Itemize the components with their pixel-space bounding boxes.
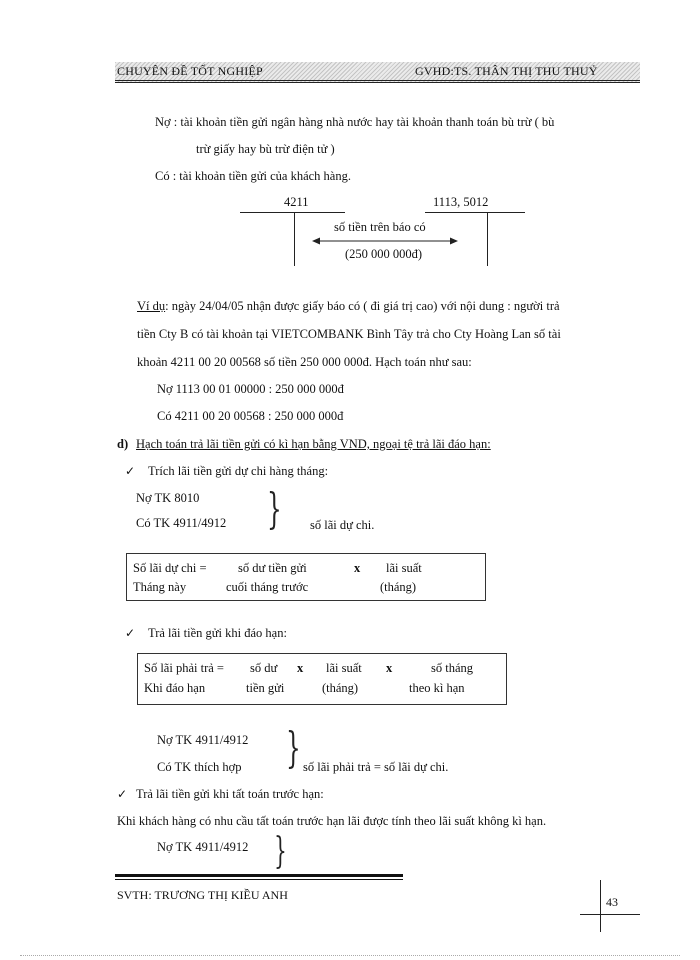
t-account-right-top-line [425, 212, 525, 213]
section-d-marker: d) [117, 437, 129, 451]
item2-debit: Nợ TK 4911/4912 [157, 733, 249, 747]
t-account-right-label: 1113, 5012 [433, 195, 489, 209]
item2-note: số lãi phải trả = số lãi dự chi. [303, 760, 449, 774]
double-arrow-icon [312, 236, 458, 246]
check-icon: ✓ [117, 787, 128, 801]
t-account-left-label: 4211 [284, 195, 309, 209]
example-debit: Nợ 1113 00 01 00000 : 250 000 000đ [157, 382, 344, 396]
credit-line: Có : tài khoản tiền gửi của khách hàng. [155, 169, 351, 183]
formula2-lhs-sub: Khi đáo hạn [144, 681, 206, 695]
formula2-times-2: x [386, 661, 393, 675]
page-bottom-edge [20, 955, 680, 956]
header-advisor: GVHD:TS. THÂN THỊ THU THUỶ [415, 64, 598, 78]
item1-debit: Nợ TK 8010 [136, 491, 200, 505]
formula2-lhs: Số lãi phải trả = [144, 661, 224, 675]
t-account-right-vertical [487, 212, 488, 266]
footer-author: SVTH: TRƯƠNG THỊ KIỀU ANH [117, 888, 288, 902]
page-number: 43 [606, 895, 618, 909]
page-mark-horizontal [580, 914, 640, 915]
formula2-times-1: x [297, 661, 304, 675]
item1-credit: Có TK 4911/4912 [136, 516, 227, 530]
check-icon: ✓ [125, 464, 136, 478]
example-label: Ví dụ [137, 299, 166, 313]
right-brace-icon: } [286, 723, 301, 772]
t-account-left-top-line [240, 212, 345, 213]
item3-title: Trả lãi tiền gửi khi tất toán trước hạn: [136, 787, 324, 801]
formula1-lhs-sub: Tháng này [133, 580, 187, 594]
item3-debit: Nợ TK 4911/4912 [157, 840, 249, 854]
formula1-term2: lãi suất [386, 561, 422, 575]
footer-rule-thin [115, 879, 403, 880]
formula2-term2: lãi suất [326, 661, 362, 675]
item1-note: số lãi dự chi. [310, 518, 375, 532]
t-account-left-vertical [294, 212, 295, 266]
example-line-2: tiền Cty B có tài khoản tại VIETCOMBANK Bình Tây trả cho Cty Hoàng Lan số tài [137, 327, 561, 341]
t-account-amount: (250 000 000đ) [345, 247, 423, 261]
formula1-lhs: Số lãi dự chi = [133, 561, 207, 575]
formula2-term3-sub: theo kì hạn [409, 681, 465, 695]
formula2-term1: số dư [250, 661, 278, 675]
check-icon: ✓ [125, 626, 136, 640]
example-line-1-text: : ngày 24/04/05 nhận được giấy báo có ( đi giá trị cao) với nội dung : người trả [165, 299, 560, 313]
section-d-title: Hạch toán trả lãi tiền gửi có kì hạn bằng VND, ngoại tệ trả lãi đáo hạn: [136, 437, 491, 451]
item2-title: Trả lãi tiền gửi khi đáo hạn: [148, 626, 287, 640]
example-credit: Có 4211 00 20 00568 : 250 000 000đ [157, 409, 344, 423]
example-line-3: khoản 4211 00 20 00568 số tiền 250 000 000đ. Hạch toán như sau: [137, 355, 472, 369]
formula1-times: x [354, 561, 361, 575]
example-line-1 [137, 299, 560, 314]
debit-line-2: trừ giấy hay bù trừ điện tử ) [196, 142, 335, 156]
right-brace-icon: } [267, 484, 282, 533]
header-title: CHUYÊN ĐỀ TỐT NGHIỆP [117, 64, 263, 78]
formula2-term3: số tháng [431, 661, 474, 675]
footer-rule [115, 874, 403, 877]
formula1-term1: số dư tiền gửi [238, 561, 307, 575]
item2-credit: Có TK thích hợp [157, 760, 242, 774]
t-account-flow-label: số tiền trên báo có [334, 220, 426, 234]
formula2-term1-sub: tiền gửi [246, 681, 285, 695]
formula1-term1-sub: cuối tháng trước [226, 580, 309, 594]
item1-title: Trích lãi tiền gửi dự chi hàng tháng: [148, 464, 329, 478]
formula1-term2-sub: (tháng) [380, 580, 417, 594]
item3-text: Khi khách hàng có nhu cầu tất toán trước hạn lãi được tính theo lãi suất không kì hạn. [117, 814, 547, 828]
formula2-term2-sub: (tháng) [322, 681, 359, 695]
debit-line-1: Nợ : tài khoản tiền gửi ngân hàng nhà nước hay tài khoản thanh toán bù trừ ( bù [155, 115, 555, 129]
right-brace-icon: } [274, 831, 287, 872]
page-mark-vertical [600, 880, 601, 932]
